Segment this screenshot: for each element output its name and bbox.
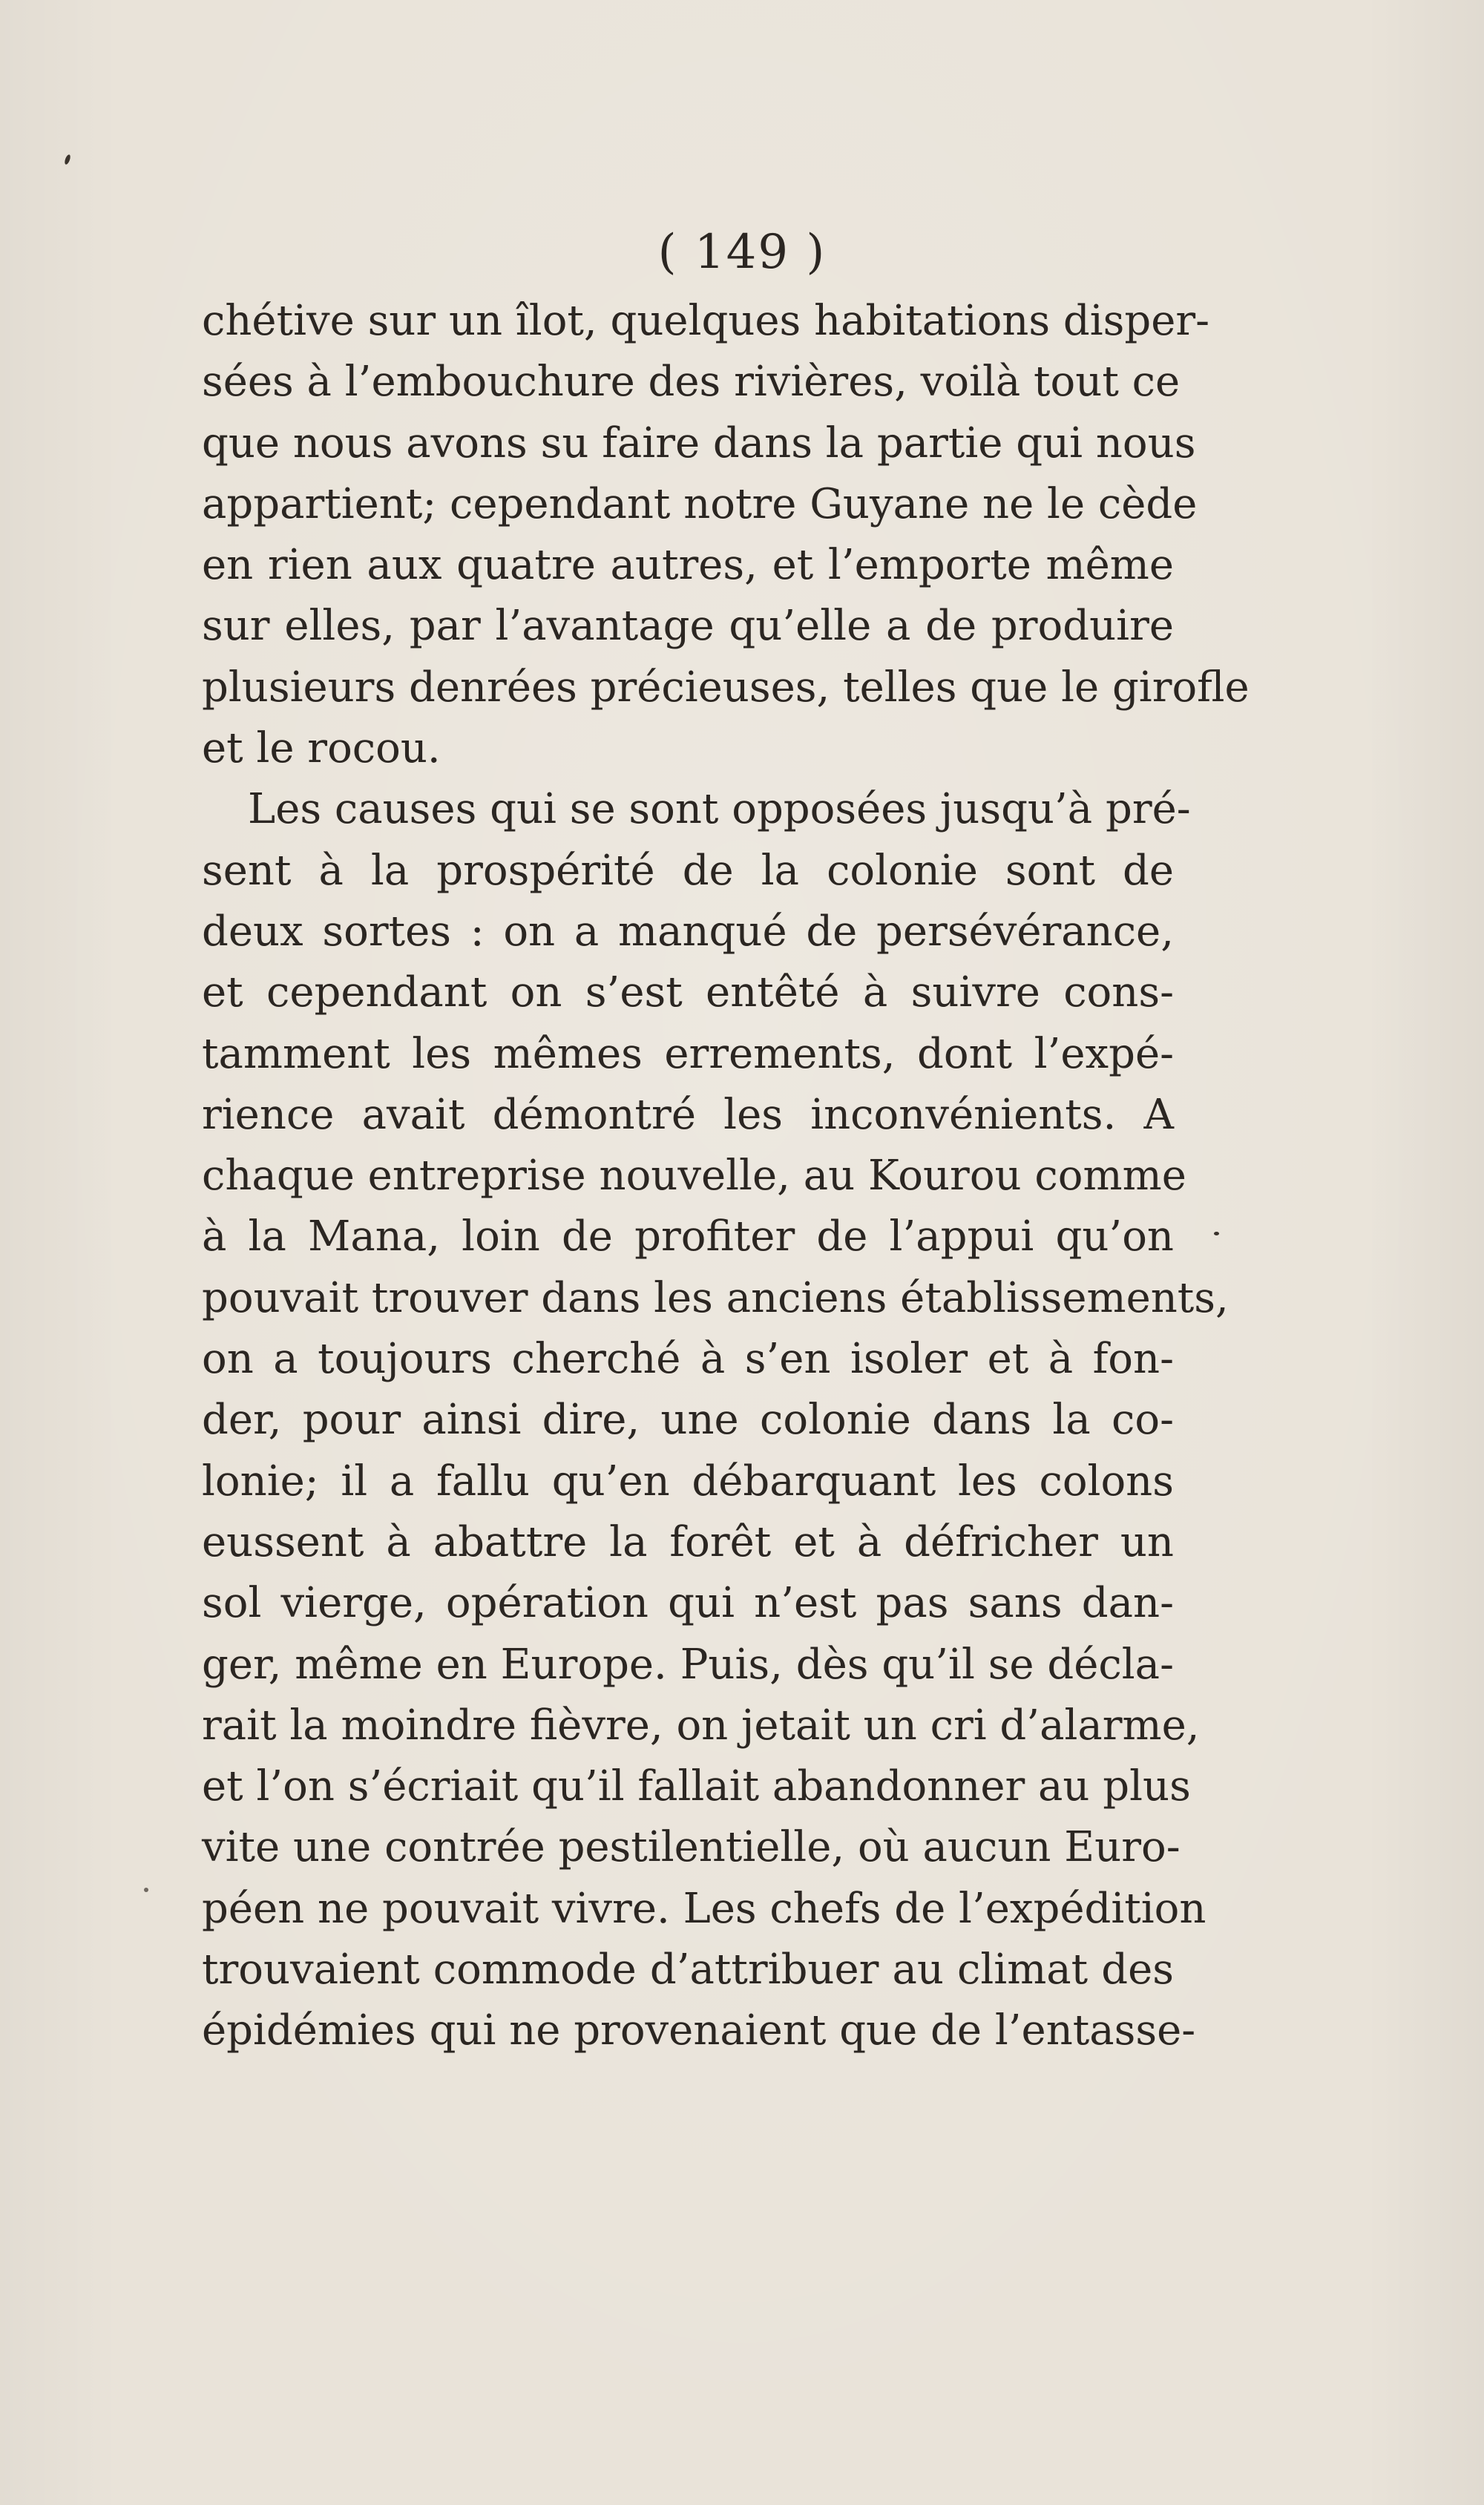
- text-line: rience avait démontré les inconvénients. A: [202, 1090, 1174, 1139]
- text-line: épidémies qui ne provenaient que de l’entasse-: [202, 2006, 1196, 2055]
- text-line: et cependant on s’est entêté à suivre cons-: [202, 968, 1174, 1017]
- ink-speck: [144, 1888, 148, 1892]
- text-line: tamment les mêmes errements, dont l’expé-: [202, 1029, 1174, 1078]
- ink-speck: [1214, 1232, 1219, 1235]
- text-line: trouvaient commode d’attribuer au climat des: [202, 1946, 1174, 1995]
- text-line: deux sortes : on a manqué de persévérance,: [202, 907, 1174, 956]
- text-line: rait la moindre fièvre, on jetait un cri d’alarme,: [202, 1701, 1200, 1750]
- text-line: eussent à abattre la forêt et à défricher un: [202, 1517, 1174, 1566]
- text-line: péen ne pouvait vivre. Les chefs de l’expédition: [202, 1884, 1206, 1933]
- text-line: Les causes qui se sont opposées jusqu’à pré-: [248, 785, 1191, 834]
- text-line: et l’on s’écriait qu’il fallait abandonner au plus: [202, 1762, 1191, 1811]
- text-line: que nous avons su faire dans la partie qui nous: [202, 418, 1196, 467]
- text-line: sent à la prospérité de la colonie sont de: [202, 846, 1174, 895]
- page-number: ( 149 ): [657, 225, 827, 280]
- text-line: à la Mana, loin de profiter de l’appui qu’on: [202, 1212, 1174, 1261]
- paragraph-2: [202, 779, 1229, 2061]
- ink-speck: [64, 154, 71, 165]
- text-line: der, pour ainsi dire, une colonie dans la co-: [202, 1396, 1174, 1445]
- text-line: plusieurs denrées précieuses, telles que le girofle: [202, 663, 1250, 712]
- text-line: pouvait trouver dans les anciens établissements,: [202, 1273, 1229, 1322]
- text-line: sées à l’embouchure des rivières, voilà tout ce: [202, 358, 1181, 407]
- text-line: vite une contrée pestilentielle, où aucun Euro-: [202, 1823, 1181, 1872]
- text-line: appartient; cependant notre Guyane ne le cède: [202, 479, 1198, 528]
- text-line: chaque entreprise nouvelle, au Kourou comme: [202, 1152, 1186, 1201]
- paragraph-1: [202, 291, 1250, 779]
- text-line: en rien aux quatre autres, et l’emporte même: [202, 541, 1174, 590]
- text-line: ger, même en Europe. Puis, dès qu’il se décla-: [202, 1640, 1174, 1689]
- text-line: sol vierge, opération qui n’est pas sans dan-: [202, 1579, 1174, 1628]
- text-line: chétive sur un îlot, quelques habitations disper-: [202, 297, 1210, 345]
- text-line: sur elles, par l’avantage qu’elle a de produire: [202, 602, 1174, 651]
- text-line: on a toujours cherché à s’en isoler et à fon-: [202, 1335, 1174, 1384]
- text-line: lonie; il a fallu qu’en débarquant les colons: [202, 1457, 1174, 1506]
- body-text: [202, 291, 1250, 2062]
- text-line: et le rocou.: [202, 724, 441, 773]
